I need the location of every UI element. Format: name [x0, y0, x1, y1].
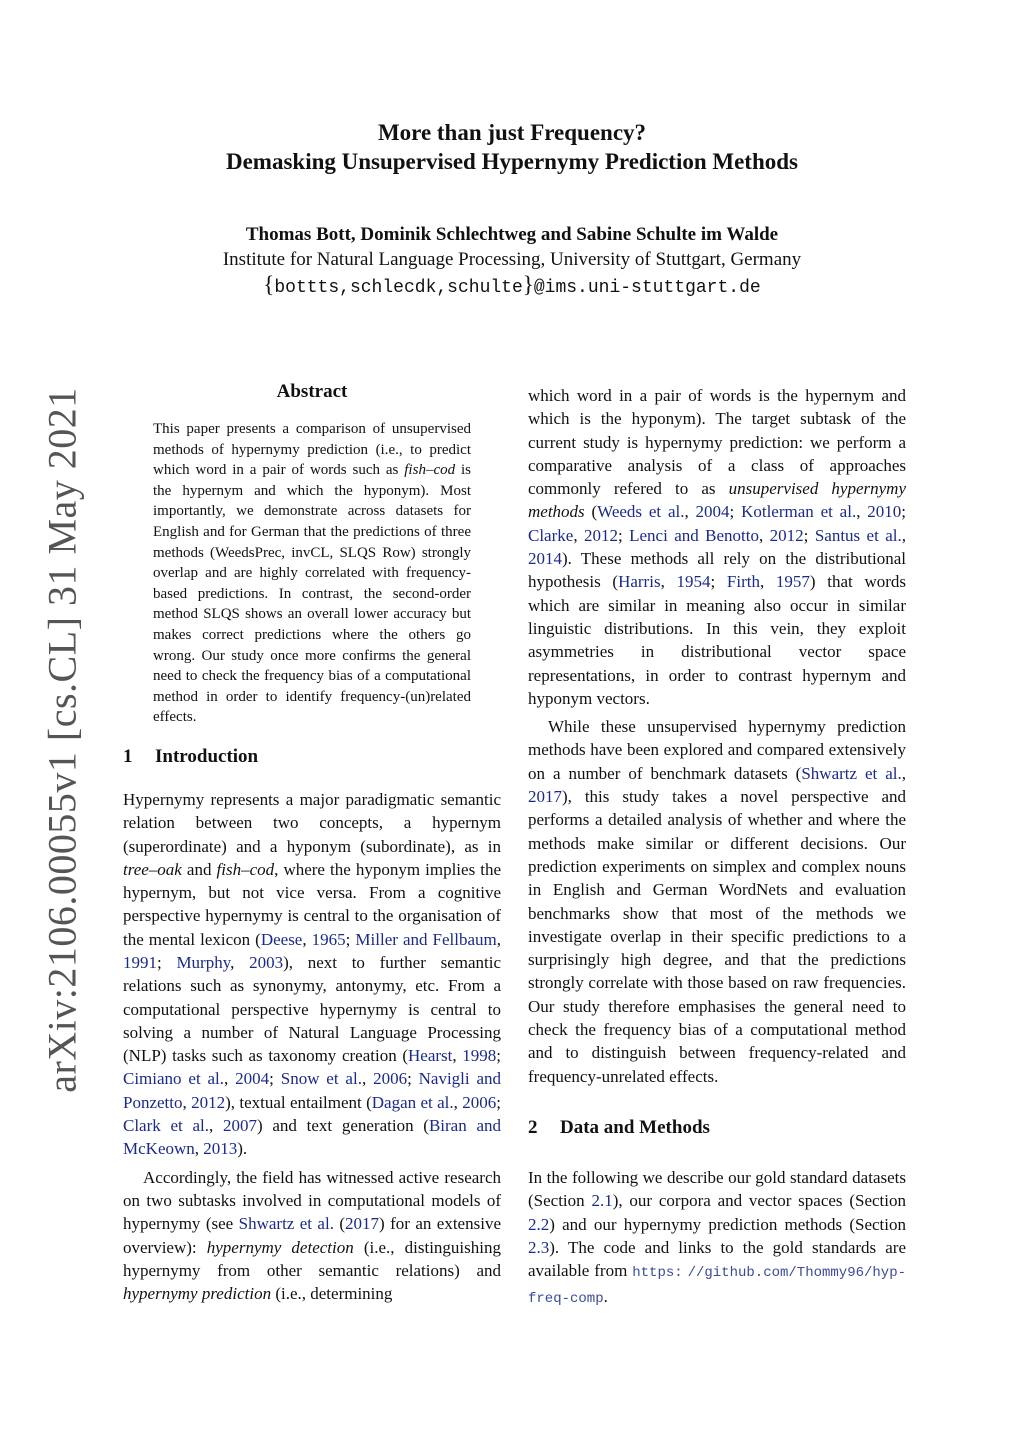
- emphasis: fish–cod: [404, 462, 456, 479]
- text: ;: [407, 1069, 419, 1089]
- text: ,: [230, 952, 250, 972]
- text: and: [181, 859, 217, 879]
- right-paragraph-2: [528, 715, 906, 1088]
- abstract-text: [153, 419, 471, 728]
- citation-link[interactable]: 2004: [235, 1069, 270, 1089]
- citation-link[interactable]: 2017: [528, 787, 562, 807]
- author-names: Thomas Bott, Dominik Schlechtweg and Sabine Schulte im Walde: [245, 224, 779, 245]
- citation-link[interactable]: 2006: [462, 1092, 497, 1112]
- abstract-heading: Abstract: [276, 381, 348, 402]
- citation-link[interactable]: 2013: [203, 1139, 238, 1159]
- emphasis: tree–oak: [123, 859, 182, 879]
- section-number: 1: [123, 745, 133, 767]
- text: ), textual entailment (: [225, 1092, 372, 1112]
- text: ;: [269, 1069, 281, 1089]
- text: ,: [856, 502, 868, 522]
- intro-paragraph-1: [123, 788, 501, 1161]
- citation-link[interactable]: 1965: [311, 929, 346, 949]
- text: While these unsupervised hypernymy prediction methods have been explored and compared extensively on a number of benchmark datasets (: [528, 717, 906, 783]
- author-institution: Institute for Natural Language Processing, University of Stuttgart, Germany: [222, 249, 802, 270]
- section-ref-link[interactable]: 2.1: [591, 1191, 613, 1211]
- text: In the following we describe our gold standard datasets (Section: [528, 1167, 906, 1211]
- brace-open: {: [263, 272, 275, 297]
- right-column: [528, 384, 906, 1312]
- text: (: [333, 1214, 346, 1234]
- citation-link[interactable]: 1954: [676, 572, 711, 592]
- citation-link[interactable]: 2014: [528, 549, 562, 569]
- section-ref-link[interactable]: 2.2: [528, 1214, 550, 1234]
- text: ,: [759, 525, 770, 545]
- text: ;: [496, 1092, 501, 1112]
- text: ,: [684, 502, 696, 522]
- text: ;: [617, 525, 630, 545]
- citation-link[interactable]: 1957: [775, 572, 810, 592]
- citation-link[interactable]: Clark et al.: [123, 1116, 209, 1136]
- citation-link[interactable]: Snow et al.: [280, 1069, 362, 1089]
- citation-link[interactable]: 2010: [867, 502, 902, 522]
- citation-link[interactable]: Murphy: [176, 952, 231, 972]
- citation-link[interactable]: 2007: [222, 1116, 257, 1136]
- text: ,: [361, 1069, 374, 1089]
- text: ), this study takes a novel perspective and performs a detailed analysis of whether and where the methods make similar or different decisions. Our prediction experiments on simplex and complex nouns in English and German WordNets and evaluation benchmarks show that most of the methods we investigate overlap in their specific predictions to a surprisingly high degree, and that the predictions strongly correlate with those based on raw frequencies. Our study therefore emphasises the general need to check the frequency bias of a computational method and to distinguish between frequency-related and frequency-unrelated effects.: [528, 787, 906, 1086]
- section-heading-introduction: [123, 745, 501, 769]
- text: ).: [237, 1139, 248, 1159]
- citation-link[interactable]: 2006: [373, 1069, 408, 1089]
- citation-link[interactable]: Dagan et al.: [371, 1092, 454, 1112]
- text: ). These methods all rely on the distributional hypothesis (: [528, 549, 906, 592]
- brace-close: }: [522, 272, 534, 297]
- text: ,: [573, 525, 584, 545]
- citation-link[interactable]: Lenci and Benotto: [629, 525, 760, 545]
- citation-link[interactable]: Santus et al.: [814, 525, 902, 545]
- text: ;: [345, 929, 356, 949]
- text: ) that words which are similar in meaning also occur in similar linguistic distributions. In this vein, they exploit asymmetries in distributional vector space representations, in order to contrast hypernym and hyponym vectors.: [528, 572, 906, 708]
- text: (i.e., determining: [271, 1284, 393, 1304]
- text: ,: [901, 763, 906, 783]
- author-emails: [0, 272, 1024, 301]
- paper-title: [0, 118, 1024, 176]
- citation-link[interactable]: Hearst: [408, 1046, 453, 1066]
- emphasis: unsupervised hypernymy methods: [528, 479, 907, 522]
- citation-link[interactable]: 2003: [249, 952, 284, 972]
- right-paragraph-1: [528, 384, 906, 710]
- citation-link[interactable]: Kotlerman et al.: [741, 502, 857, 522]
- text: ). The code and links to the gold standards are available from: [528, 1237, 906, 1281]
- email-users: bottts,schlecdk,schulte: [274, 278, 523, 298]
- emphasis: hypernymy detection: [206, 1237, 354, 1257]
- section-ref-link[interactable]: 2.3: [528, 1237, 550, 1257]
- text: Hypernymy represents a major paradigmatic semantic relation between two concepts, a hypernym (superordinate) and a hyponym (subordinate), as in: [123, 789, 501, 856]
- title-line-1: More than just Frequency?: [377, 120, 647, 145]
- text: which word in a pair of words is the hypernym and which is the hyponym). The target subtask of the current study is hypernymy prediction: we perform a comparative analysis of a class of approaches commonly refered to as: [528, 386, 906, 499]
- author-block: [0, 222, 1024, 301]
- citation-link[interactable]: Firth: [726, 572, 760, 592]
- intro-paragraph-2: [123, 1166, 501, 1306]
- section-heading-data-methods: [528, 1116, 906, 1140]
- text: ;: [157, 952, 177, 972]
- text: ;: [803, 525, 815, 545]
- text: ), our corpora and vector spaces (Section: [612, 1191, 906, 1211]
- text: ,: [194, 1139, 204, 1159]
- citation-link[interactable]: Weeds et al.: [597, 502, 685, 522]
- citation-link[interactable]: Deese: [260, 929, 303, 949]
- text: ,: [452, 1046, 463, 1066]
- text: ,: [302, 929, 312, 949]
- repo-url-link[interactable]: https:: [632, 1265, 683, 1282]
- citation-link[interactable]: Shwartz et al.: [238, 1214, 334, 1234]
- citation-link[interactable]: 2012: [191, 1092, 226, 1112]
- section-number: 2: [528, 1116, 538, 1138]
- text: .: [603, 1287, 608, 1307]
- citation-link[interactable]: Navigli and Ponzetto: [123, 1069, 502, 1112]
- text: ,: [209, 1116, 223, 1136]
- text: ) for an extensive overview):: [123, 1214, 501, 1257]
- text: , where the hyponym implies the hypernym, but not vice versa. From a cognitive perspective hypernymy is central to the organisation of the mental lexicon (: [123, 859, 502, 949]
- citation-link[interactable]: 2012: [583, 525, 618, 545]
- emphasis: fish–cod: [216, 859, 275, 879]
- text: (: [584, 502, 598, 522]
- citation-link[interactable]: Biran and McKeown: [123, 1116, 501, 1159]
- text: ) and text generation (: [256, 1116, 429, 1136]
- text: This paper presents a comparison of unsupervised methods of hypernymy prediction (i.e., to predict which word in a pair of words such as: [153, 421, 471, 479]
- text: ,: [453, 1092, 463, 1112]
- citation-link[interactable]: Miller and Fellbaum: [355, 929, 497, 949]
- email-domain: @ims.uni-stuttgart.de: [533, 278, 761, 298]
- text: ;: [710, 572, 727, 592]
- citation-link[interactable]: Shwartz et al.: [801, 763, 902, 783]
- citation-link[interactable]: 2017: [345, 1214, 380, 1234]
- text: ,: [660, 572, 677, 592]
- text: ,: [224, 1069, 236, 1089]
- left-column: [123, 380, 501, 1305]
- title-line-2: Demasking Unsupervised Hypernymy Prediction Methods: [225, 149, 799, 174]
- right-paragraph-3: [528, 1166, 906, 1312]
- text: ;: [496, 1046, 501, 1066]
- citation-link[interactable]: 2004: [695, 502, 730, 522]
- text: ;: [729, 502, 742, 522]
- text: is the hypernym and which the hyponym). Most importantly, we demonstrate across datasets for English and for German that the predictions of three methods (WeedsPrec, invCL, SLQS Row) strongly overlap and are highly correlated with frequency-based predictions. In contrast, the second-order method SLQS shows an overall lower accuracy but makes correct predictions where the others go wrong. Our study once more confirms the general need to check the frequency bias of a computational method in order to identify frequency-(un)related effects.: [153, 462, 472, 726]
- citation-link[interactable]: 1991: [123, 952, 157, 972]
- section-title: Introduction: [155, 745, 259, 767]
- citation-link[interactable]: 2012: [769, 525, 804, 545]
- text: ,: [182, 1092, 192, 1112]
- repo-url-link[interactable]: //github.com/Thommy96/hyp-freq-comp: [528, 1265, 907, 1308]
- text: ,: [901, 525, 906, 545]
- text: ,: [496, 929, 501, 949]
- text: Accordingly, the field has witnessed active research on two subtasks involved in computational models of hypernymy (see: [123, 1167, 501, 1234]
- citation-link[interactable]: 1998: [462, 1046, 497, 1066]
- emphasis: hypernymy prediction: [123, 1284, 272, 1304]
- text: ), next to further semantic relations such as synonymy, antonymy, etc. From a computational perspective hypernymy is central to solving a number of Natural Language Processing (NLP) tasks such as taxonomy creation (: [123, 952, 502, 1066]
- text: ;: [901, 502, 906, 522]
- section-title: Data and Methods: [560, 1116, 710, 1138]
- text: (i.e., distinguishing hypernymy from other semantic relations) and: [123, 1237, 501, 1280]
- arxiv-identifier: arXiv:2106.00055v1 [cs.CL] 31 May 2021: [39, 387, 85, 1093]
- citation-link[interactable]: Clarke: [528, 525, 574, 545]
- citation-link[interactable]: Cimiano et al.: [123, 1069, 225, 1089]
- text: ) and our hypernymy prediction methods (Section: [549, 1214, 906, 1234]
- text: ,: [759, 572, 776, 592]
- citation-link[interactable]: Harris: [618, 572, 661, 592]
